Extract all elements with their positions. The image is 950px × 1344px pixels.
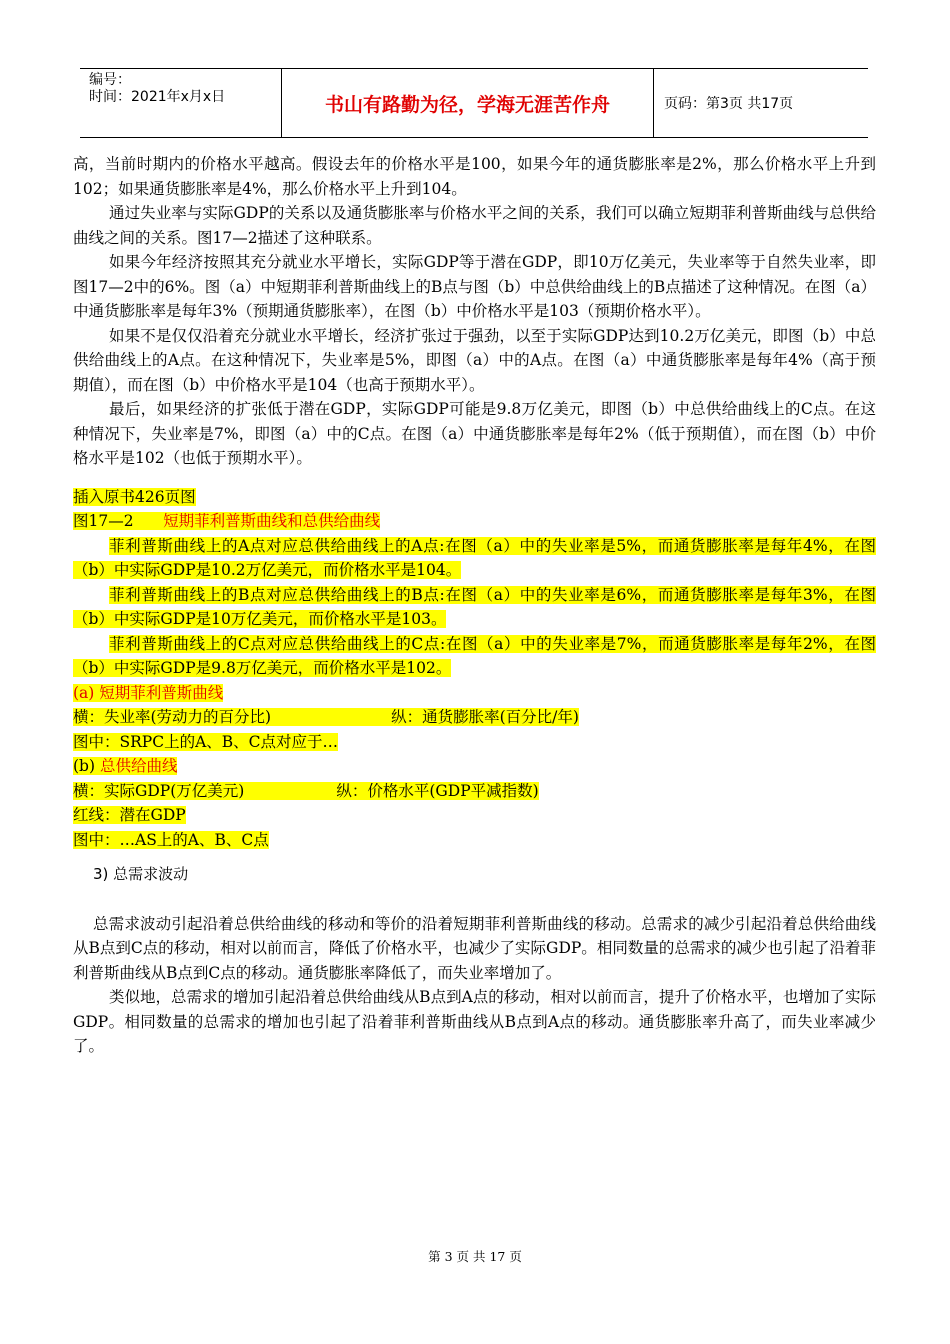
paragraph: 如果不是仅仅沿着充分就业水平增长，经济扩张过于强劲，以至于实际GDP达到10.2万亿美元，即图（b）中总供给曲线上的A点。在这种情况下，失业率是5%，即图（a）中的A点。在图（a）中通货膨胀率是每年4%（高于预期值），而在图（b）中价格水平是104（也高于预期水平）。 [73,326,876,394]
insert-note: 插入原书426页图 [73,487,196,506]
number-label: 编号： [89,72,131,88]
figure-number: 图17—2 [73,512,134,530]
document-body [73,152,876,1059]
panel-a-title: 短期菲利普斯曲线 [99,683,224,702]
point-c-note: 菲利普斯曲线上的C点对应总供给曲线上的C点:在图（a）中的失业率是7%，而通货膨胀率是每年2%，在图（b）中实际GDP是9.8万亿美元，而价格水平是102。 [73,634,876,677]
paragraph: 总需求波动引起沿着总供给曲线的移动和等价的沿着短期菲利普斯曲线的移动。总需求的减少引起沿着总供给曲线从B点到C点的移动，相对以前而言，降低了价格水平，也减少了实际GDP。相同数量的总需求的减少也引起了沿着菲利普斯曲线从B点到C点的移动。通货膨胀率降低了，而失业率增加了。 [73,914,876,982]
panel-a-prefix: (a) [73,683,100,702]
panel-a-y-label: 纵：通货膨胀率(百分比/年) [391,708,579,726]
section-heading: 3) 总需求波动 [93,865,189,883]
paragraph: 最后，如果经济的扩张低于潜在GDP，实际GDP可能是9.8万亿美元，即图（b）中总供给曲线上的C点。在这种情况下，失业率是7%，即图（a）中的C点。在图（a）中通货膨胀率是每年2%（低于预期值），而在图（b）中价格水平是102（也低于预期水平）。 [73,400,876,467]
figure-title: 短期菲利普斯曲线和总供给曲线 [163,512,381,530]
time-label: 时间：2021年x月x日 [89,89,226,105]
panel-b-y-label: 纵：价格水平(GDP平减指数) [336,781,539,800]
page-footer: 第 3 页 共 17 页 [428,1249,522,1264]
panel-b-x-label: 横：实际GDP(万亿美元) [73,781,245,800]
page-header [80,68,868,138]
point-a-note: 菲利普斯曲线上的A点对应总供给曲线上的A点:在图（a）中的失业率是5%，而通货膨胀率是每年4%，在图（b）中实际GDP是10.2万亿美元，而价格水平是104。 [73,536,876,579]
point-b-note: 菲利普斯曲线上的B点对应总供给曲线上的B点:在图（a）中的失业率是6%，而通货膨胀率是每年3%，在图（b）中实际GDP是10万亿美元，而价格水平是103。 [73,585,876,628]
paragraph: 高，当前时期内的价格水平越高。假设去年的价格水平是100，如果今年的通货膨胀率是2%，那么价格水平上升到102；如果通货膨胀率是4%，那么价格水平上升到104。 [73,155,876,198]
panel-b-prefix: (b) [73,757,100,775]
paragraph: 通过失业率与实际GDP的关系以及通货膨胀率与价格水平之间的关系，我们可以确立短期菲利普斯曲线与总供给曲线之间的关系。图17—2描述了这种联系。 [73,204,876,247]
panel-a-chart-note: 图中：SRPC上的A、B、C点对应于… [73,732,339,751]
paragraph: 如果今年经济按照其充分就业水平增长，实际GDP等于潜在GDP，即10万亿美元，失业率等于自然失业率，即图17—2中的6%。图（a）中短期菲利普斯曲线上的B点与图（b）中总供给曲线上的B点描述了这种情况。在图（a）中通货膨胀率是每年3%（预期通货膨胀率），在图（b）中价格水平是103（预期价格水平）。 [73,253,876,320]
figure-note [73,485,876,853]
header-page-info: 页码：第3页 共17页 [664,96,794,112]
panel-b-title: 总供给曲线 [99,757,178,775]
header-motto: 书山有路勤为径，学海无涯苦作舟 [282,69,654,137]
panel-b-chart-note: 图中：…AS上的A、B、C点 [73,830,269,849]
panel-a-x-label: 横：失业率(劳动力的百分比) [73,708,272,726]
header-meta [80,69,282,137]
paragraph: 类似地，总需求的增加引起沿着总供给曲线从B点到A点的移动，相对以前而言，提升了价格水平，也增加了实际GDP。相同数量的总需求的增加也引起了沿着菲利普斯曲线从B点到A点的移动。通货膨胀率升高了，而失业率减少了。 [73,988,876,1055]
panel-b-red-line-note: 红线：潜在GDP [73,806,186,824]
